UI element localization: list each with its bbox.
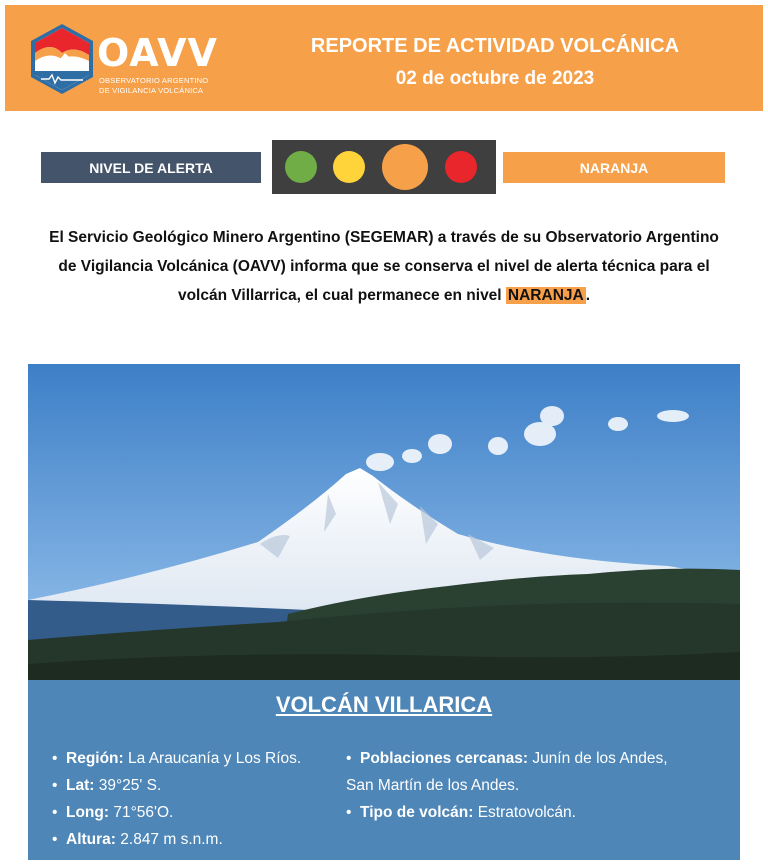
list-item [52,772,301,799]
alert-level-value: NARANJA [503,152,725,183]
volcano-illustration [28,364,740,680]
list-item [52,826,301,853]
oavv-logo-icon [29,23,95,95]
bullet-icon: • [52,750,58,767]
intro-text: El Servicio Geológico Minero Argentino (SEGEMAR) a través de su Observatorio Argentino de Vigilancia Volcánica (OAVV) informa que se conserva el nivel de alerta técnica para el volcán Villarrica, el cual permanece en nivel [49,229,719,304]
bullet-icon: • [346,804,352,821]
bullet-icon: • [52,777,58,794]
report-title: REPORTE DE ACTIVIDAD VOLCÁNICA [310,35,680,57]
logo-name: OAVV [97,31,218,75]
longitude-key: Long: [66,804,110,821]
list-item [346,799,736,826]
latitude-value: 39°25' S. [98,777,162,794]
oavv-logo [29,23,218,103]
altitude-value: 2.847 m s.n.m. [120,831,223,848]
volcano-info-panel [28,680,740,860]
volcano-name: VOLCÁN VILLARICA [275,692,493,717]
nearby-towns-continuation: San Martín de los Andes. [346,777,520,794]
region-value: La Araucanía y Los Ríos. [128,750,302,767]
list-item-continuation [346,772,736,799]
alert-level-label: NIVEL DE ALERTA [41,152,261,183]
bullet-icon: • [346,750,352,767]
bullet-icon: • [52,804,58,821]
report-header [5,5,763,111]
intro-end: . [585,287,591,304]
nearby-towns-key: Poblaciones cercanas: [360,750,528,767]
alert-highlight: NARANJA [507,287,584,304]
list-item [52,745,301,772]
alert-traffic-light [272,140,496,194]
intro-paragraph [40,223,728,310]
green-light-icon [285,151,317,183]
report-date: 02 de octubre de 2023 [395,68,595,89]
nearby-towns-value: Junín de los Andes, [532,750,668,767]
list-item [52,799,301,826]
logo-subtitle-line1: OBSERVATORIO ARGENTINO [99,76,209,85]
volcano-details-right [346,745,736,826]
bullet-icon: • [52,831,58,848]
volcano-details-left [52,745,301,853]
volcano-type-value: Estratovolcán. [477,804,576,821]
orange-light-icon [382,144,428,190]
yellow-light-icon [333,151,365,183]
volcano-type-key: Tipo de volcán: [360,804,474,821]
longitude-value: 71°56'O. [113,804,174,821]
logo-subtitle-line2: DE VIGILANCIA VOLCÁNICA [99,86,204,95]
latitude-key: Lat: [66,777,95,794]
red-light-icon [445,151,477,183]
region-key: Región: [66,750,124,767]
altitude-key: Altura: [66,831,116,848]
list-item [346,745,736,772]
volcano-photo [28,364,740,680]
